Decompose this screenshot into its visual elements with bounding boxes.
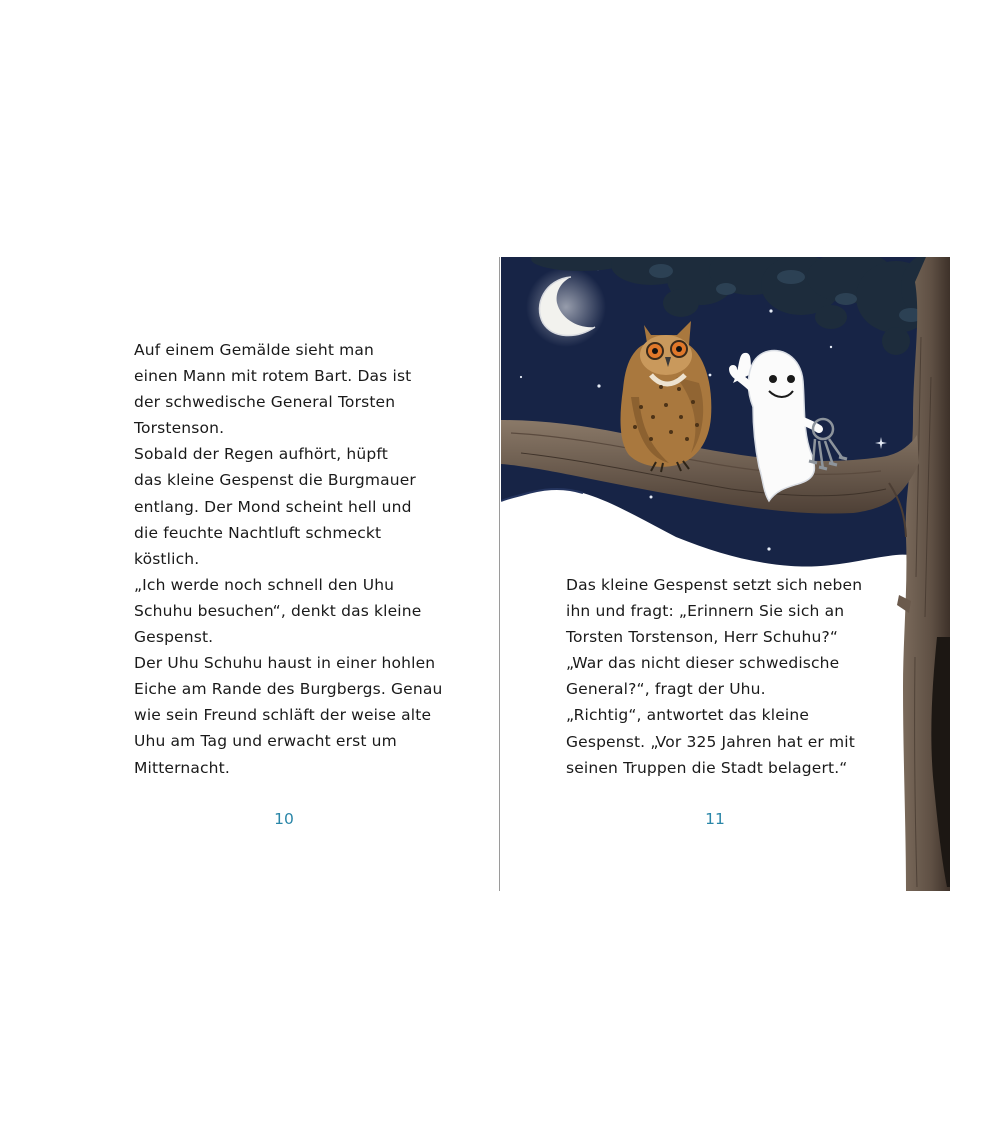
text-line: Gespenst. „Vor 325 Jahren hat er mit (566, 732, 855, 751)
text-line: Eiche am Rande des Burgbergs. Genau (134, 680, 443, 699)
text-line: Auf einem Gemälde sieht man (134, 341, 375, 359)
text-line: köstlich. (134, 549, 200, 568)
text-line: wie sein Freund schläft der weise alte (134, 706, 432, 725)
text-line: „Richtig“, antwortet das kleine (566, 706, 810, 725)
text-line: ihn und fragt: „Erinnern Sie sich an (566, 602, 845, 621)
text-line: entlang. Der Mond scheint hell und (134, 497, 412, 516)
text-line: General?“, fragt der Uhu. (566, 680, 766, 699)
text-line: das kleine Gespenst die Burgmauer (134, 471, 416, 490)
moon-icon (526, 267, 606, 347)
right-page-text (566, 572, 862, 781)
left-page-text (134, 337, 442, 781)
text-line: der schwedische General Torsten (134, 393, 396, 412)
text-line: Das kleine Gespenst setzt sich neben (566, 576, 863, 594)
text-line: die feuchte Nachtluft schmeckt (134, 523, 382, 542)
text-line: Gespenst. (134, 628, 214, 647)
text-line: Torsten Torstenson, Herr Schuhu?“ (566, 628, 839, 647)
page-number-right: 11 (705, 810, 725, 828)
text-line: Sobald der Regen aufhört, hüpft (134, 445, 388, 464)
text-line: Schuhu besuchen“, denkt das kleine (134, 601, 422, 620)
text-line: „Ich werde noch schnell den Uhu (134, 575, 395, 594)
text-line: Torstenson. (134, 419, 225, 438)
page-number-left: 10 (274, 810, 294, 828)
text-line: seinen Truppen die Stadt belagert.“ (566, 758, 848, 777)
text-line: einen Mann mit rotem Bart. Das ist (134, 367, 412, 386)
text-line: Mitternacht. (134, 758, 230, 777)
right-page (500, 0, 1000, 1148)
text-line: Uhu am Tag und erwacht erst um (134, 732, 397, 751)
text-line: „War das nicht dieser schwedische (566, 654, 840, 673)
text-line: Der Uhu Schuhu haust in einer hohlen (134, 654, 436, 673)
